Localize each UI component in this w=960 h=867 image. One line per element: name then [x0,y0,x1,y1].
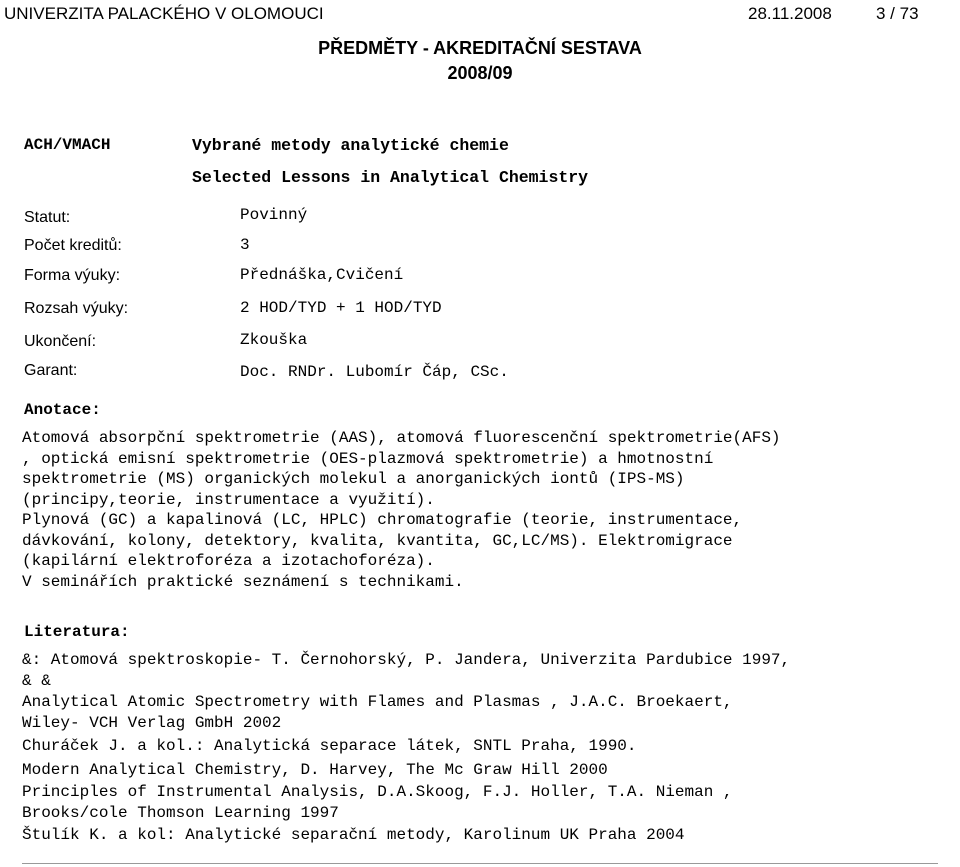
field-label-guarantor: Garant: [24,362,78,379]
literature-line: Štulík K. a kol: Analytické separační metody, Karolinum UK Praha 2004 [22,826,685,844]
literature-line: Principles of Instrumental Analysis, D.A.Skoog, F.J. Holler, T.A. Nieman , [22,783,733,801]
annotation-heading: Anotace: [24,401,101,419]
field-label-completion: Ukončení: [24,333,97,350]
course-title-en: Selected Lessons in Analytical Chemistry [192,168,589,187]
literature-line: Wiley- VCH Verlag GmbH 2002 [22,713,282,732]
report-date: 28.11.2008 [748,4,832,23]
report-year: 2008/09 [447,63,513,83]
field-value-form: Přednáška,Cvičení [240,266,404,284]
field-value-guarantor: Doc. RNDr. Lubomír Čáp, CSc. [240,363,509,381]
field-label-status: Statut: [24,209,71,226]
literature-entry [22,825,685,846]
annotation-line: Plynová (GC) a kapalinová (LC, HPLC) chromatografie (teorie, instrumentace, [22,511,743,529]
course-title-cz: Vybrané metody analytické chemie [192,136,509,155]
field-label-credits: Počet kreditů: [24,237,122,254]
annotation-line: (principy,teorie, instrumentace a využití). [22,490,435,509]
literature-entry [22,782,733,823]
field-value-credits: 3 [240,236,250,254]
literature-line: Brooks/cole Thomson Learning 1997 [22,803,339,822]
literature-line: &: Atomová spektroskopie- T. Černohorský, P. Jandera, Univerzita Pardubice 1997, [22,651,791,669]
course-code: ACH/VMACH [24,136,111,154]
annotation-text [22,428,781,592]
literature-entry [22,692,733,733]
bottom-divider [22,863,938,864]
field-value-status: Povinný [240,206,308,224]
literature-line: Analytical Atomic Spectrometry with Flames and Plasmas , J.A.C. Broekaert, [22,693,733,711]
annotation-line: , optická emisní spektrometrie (OES-plazmová spektrometrie) a hmotnostní [22,449,714,468]
university-name: UNIVERZITA PALACKÉHO V OLOMOUCI [4,4,324,23]
literature-line: Churáček J. a kol.: Analytická separace látek, SNTL Praha, 1990. [22,737,637,755]
annotation-line: V seminářích praktické seznámení s technikami. [22,572,464,591]
field-label-form: Forma výuky: [24,267,121,284]
report-title: PŘEDMĚTY - AKREDITAČNÍ SESTAVA [318,38,642,58]
field-value-completion: Zkouška [240,331,308,349]
literature-entry [22,760,608,781]
literature-line: & & [22,671,51,690]
annotation-line: dávkování, kolony, detektory, kvalita, kvantita, GC,LC/MS). Elektromigrace [22,531,733,550]
page-number: 3 / 73 [876,4,919,23]
literature-line: Modern Analytical Chemistry, D. Harvey, The Mc Graw Hill 2000 [22,761,608,779]
annotation-line: Atomová absorpční spektrometrie (AAS), atomová fluorescenční spektrometrie(AFS) [22,429,781,447]
field-value-range: 2 HOD/TYD + 1 HOD/TYD [240,299,442,317]
annotation-line: spektrometrie (MS) organických molekul a anorganických iontů (IPS-MS) [22,470,685,488]
literature-heading: Literatura: [24,623,130,641]
field-label-range: Rozsah výuky: [24,300,129,317]
annotation-line: (kapilární elektroforéza a izotachoforéza). [22,552,435,570]
literature-entry [22,650,790,691]
literature-entry [22,736,637,757]
